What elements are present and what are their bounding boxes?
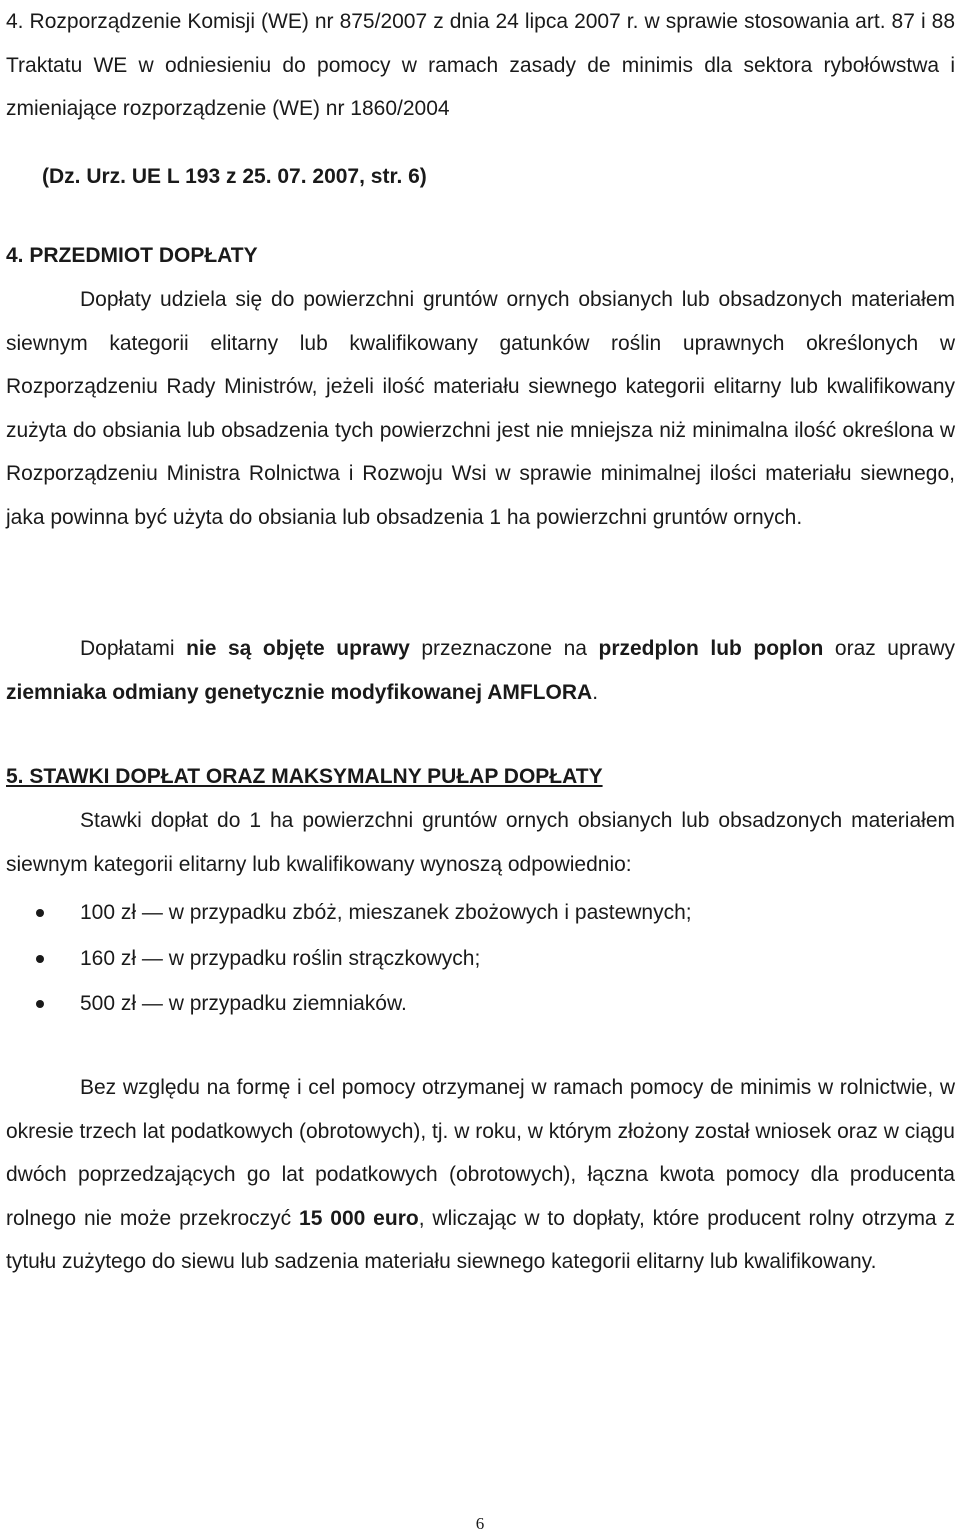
rates-list [0,890,692,1027]
rate-text: 500 zł — w przypadku ziemniaków. [80,992,407,1015]
list-item [0,936,692,982]
bullet-icon [36,909,44,917]
exclusions-text-4: . [592,680,599,704]
bullet-icon [36,955,44,963]
exclusions-bold-2: przedplon lub poplon [598,637,824,660]
exclusions-text-2: przeznaczone na [409,637,599,660]
section-5-intro-text: Stawki dopłat do 1 ha powierzchni gruntów ornych obsianych lub obsadzonych materiałem siewnym kategorii elitarny lub kwalifikowany wynoszą odpowiednio: [6,809,955,876]
section-4-paragraph-text: Dopłaty udziela się do powierzchni gruntów ornych obsianych lub obsadzonych materiałem siewnym kategorii elitarny lub kwalifikowany gatunków roślin uprawnych określonych w Rozporządzeniu Rady Ministrów, jeżeli ilość materiału siewnego kategorii elitarny lub kwalifikowany zużyta do obsiania lub obsadzenia tych powierzchni jest nie mniejsza niż minimalna ilość określona w Rozporządzeniu Ministra Rolnictwa i Rozwoju Wsi w sprawie minimalnej ilości materiału siewnego, jaka powinna być użyta do obsiania lub obsadzenia 1 ha powierzchni gruntów ornych. [6,288,955,529]
page-number: 6 [475,1514,485,1533]
regulation-reference: (Dz. Urz. UE L 193 z 25. 07. 2007, str. 6) [42,165,427,188]
exclusions-bold-1: nie są objęte uprawy [186,637,410,660]
section-5-intro [6,799,955,886]
rate-text: 100 zł — w przypadku zbóż, mieszanek zbożowych i pastewnych; [80,901,692,924]
exclusions-text-1: Dopłatami [80,637,187,660]
section-4-heading: 4. PRZEDMIOT DOPŁATY [6,244,258,267]
regulation-text: 4. Rozporządzenie Komisji (WE) nr 875/2007 z dnia 24 lipca 2007 r. w sprawie stosowania art. 87 i 88 Traktatu WE w odniesieniu do pomocy w ramach zasady de minimis dla sektora rybołówstwa i zmieniające rozporządzenie (WE) nr 1860/2004 [6,10,955,120]
list-item [0,981,692,1027]
list-item [0,890,692,936]
limit-text-2: , wliczając w to dopłaty, które producent rolny otrzyma z tytułu zużytego do siewu lub sadzenia materiału siewnego kategorii elitarny lub kwalifikowany. [6,1206,956,1273]
section-4-exclusions [6,627,955,714]
section-4-paragraph [6,278,955,539]
limit-text-1: Bez względu na formę i cel pomocy otrzymanej w ramach pomocy de minimis w rolnictwie, w okresie trzech lat podatkowych (obrotowych), tj. w roku, w którym złożony został wniosek oraz w ciągu dwóch poprzedzających go lat podatkowych (obrotowych), łączna kwota pomocy dla producenta rolnego nie może przekroczyć [6,1076,955,1230]
rate-text: 160 zł — w przypadku roślin strączkowych; [80,946,481,970]
limit-amount: 15 000 euro [299,1206,419,1230]
exclusions-bold-3: ziemniaka odmiany genetycznie modyfikowanej AMFLORA [6,680,593,704]
exclusions-text-3: oraz uprawy [823,637,955,660]
de-minimis-limit-paragraph [6,1066,955,1284]
section-5-heading: 5. STAWKI DOPŁAT ORAZ MAKSYMALNY PUŁAP DOPŁATY [6,765,603,788]
bullet-icon [36,1000,44,1008]
